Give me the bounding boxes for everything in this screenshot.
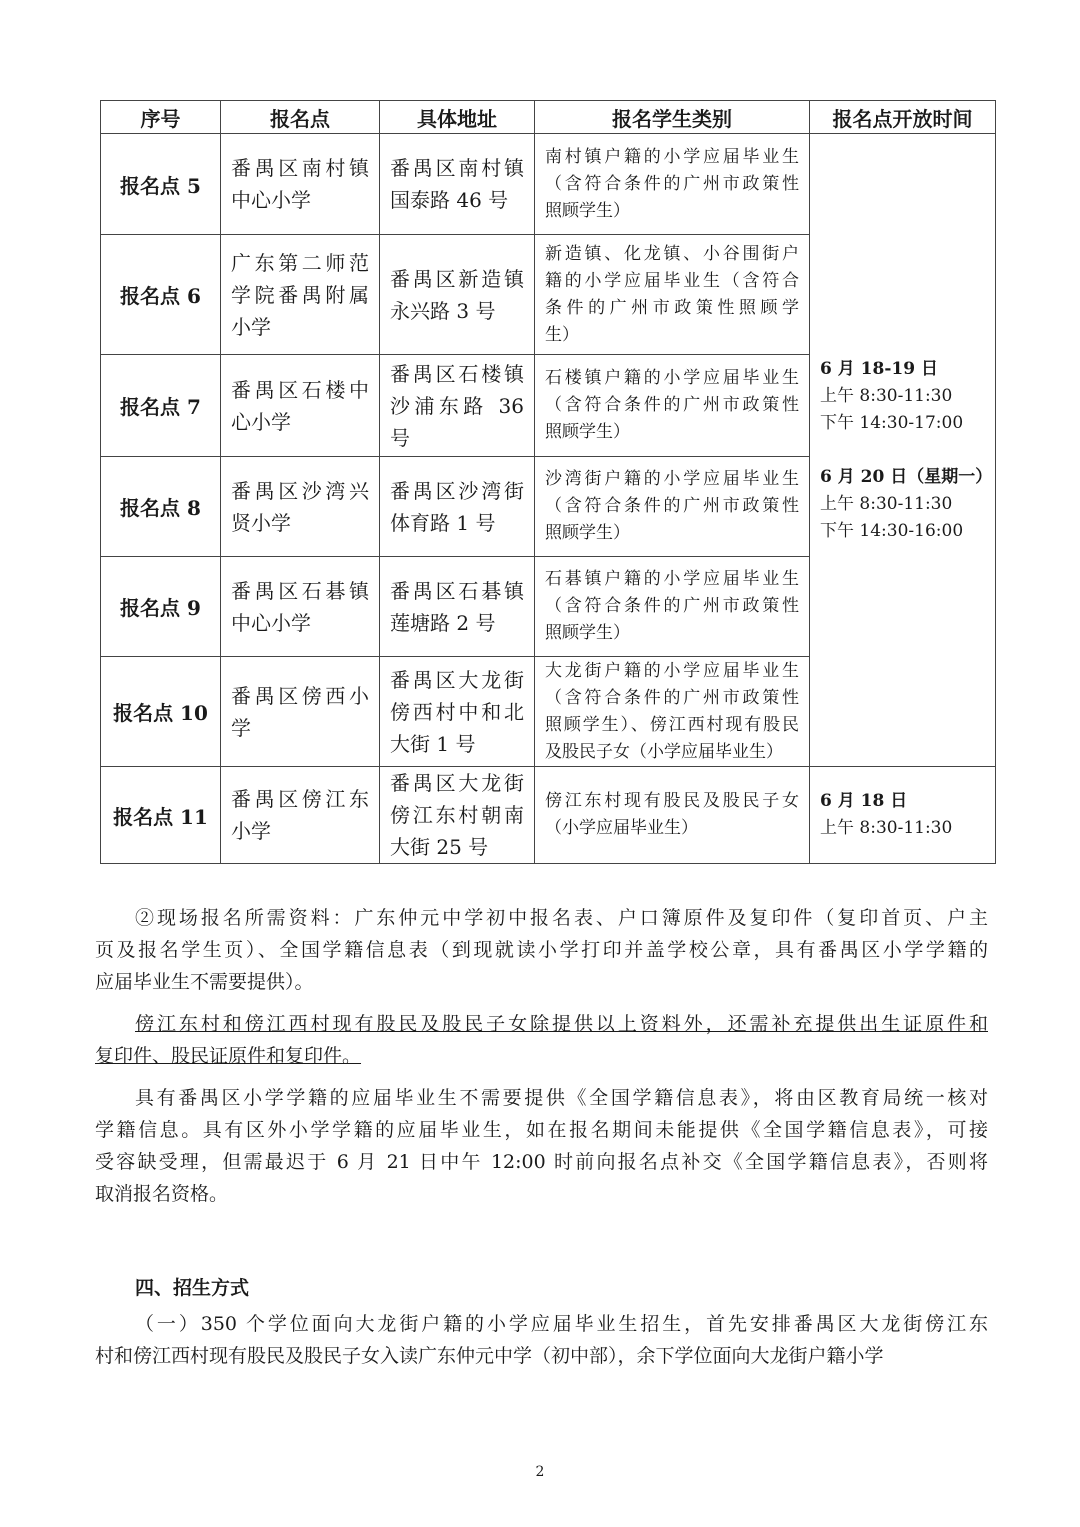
- morning-hours: 上午 8:30-11:30: [820, 493, 953, 514]
- category-line: 南村镇户籍的小学应届毕业生: [545, 146, 799, 167]
- page-number: 2: [535, 1464, 545, 1480]
- address-line: 沙浦东路 36: [390, 393, 524, 418]
- site-number: 报名点 10: [101, 657, 221, 767]
- student-category: [535, 657, 810, 767]
- site-number: 报名点 9: [101, 557, 221, 657]
- paragraph-line: 具有番禺区小学学籍的应届毕业生不需要提供《全国学籍信息表》，将由区教育局统一核对: [135, 1087, 988, 1109]
- paragraph-materials: [95, 902, 988, 998]
- site-name: [221, 355, 380, 457]
- site-address: [380, 457, 535, 557]
- student-category: [535, 457, 810, 557]
- afternoon-hours: 下午 14:30-16:00: [820, 520, 964, 541]
- address-line: 体育路 1 号: [390, 510, 496, 535]
- category-line: 石碁镇户籍的小学应届毕业生: [545, 569, 799, 589]
- category-line: （小学应届毕业生）: [545, 818, 698, 838]
- date-range: 6 月 18-19 日: [820, 358, 938, 379]
- site-number: 报名点 8: [101, 457, 221, 557]
- address-line: 大街 25 号: [390, 835, 489, 859]
- address-line: 番禺区石碁镇: [390, 578, 524, 603]
- header-category: 报名学生类别: [535, 101, 810, 134]
- address-line: 永兴路 3 号: [390, 298, 496, 323]
- site-name: [221, 457, 380, 557]
- site-number: 报名点 6: [101, 235, 221, 355]
- header-no: 序号: [101, 101, 221, 134]
- site-name: [221, 767, 380, 864]
- category-line: 傍江东村现有股民及股民子女: [545, 791, 799, 811]
- site-name-line: 心小学: [231, 409, 291, 434]
- category-line: 石楼镇户籍的小学应届毕业生: [545, 368, 799, 388]
- address-line: 番禺区南村镇: [390, 156, 524, 180]
- header-address: 具体地址: [380, 101, 535, 134]
- afternoon-hours: 下午 14:30-17:00: [820, 412, 964, 433]
- site-name-line: 番禺区南村镇: [231, 156, 369, 180]
- paragraph-line: 应届毕业生不需要提供）。: [95, 971, 314, 993]
- site-name-line: 番禺区石碁镇: [231, 578, 369, 603]
- category-line: 照顾学生）: [545, 523, 630, 543]
- paragraph-enrollment: [95, 1308, 988, 1372]
- category-line: 照顾学生）: [545, 623, 630, 643]
- table-header-row: [101, 101, 996, 134]
- table-row: [101, 134, 996, 235]
- category-line: 及股民子女（小学应届毕业生）: [545, 741, 783, 762]
- student-category: [535, 235, 810, 355]
- opening-hours-cell: [810, 767, 996, 864]
- site-name-line: 学院番禺附属: [231, 282, 369, 307]
- site-address: [380, 235, 535, 355]
- paragraph-line: 学籍信息。具有区外小学学籍的应届毕业生，如在报名期间未能提供《全国学籍信息表》，可接: [95, 1119, 988, 1141]
- address-line: 大街 1 号: [390, 731, 476, 756]
- site-name-line: 番禺区傍西小: [231, 683, 369, 708]
- site-number: 报名点 7: [101, 355, 221, 457]
- category-line: 新造镇、化龙镇、小谷围街户: [545, 243, 799, 264]
- site-name: [221, 235, 380, 355]
- category-line: 生）: [545, 324, 579, 345]
- site-address: [380, 557, 535, 657]
- site-name-line: 番禺区沙湾兴: [231, 478, 369, 503]
- site-name-line: 中心小学: [231, 610, 311, 635]
- site-address: [380, 657, 535, 767]
- address-line: 傍西村中和北: [390, 699, 524, 724]
- paragraph-line: （一）350 个学位面向大龙街户籍的小学应届毕业生招生，首先安排番禺区大龙街傍江东: [135, 1313, 988, 1335]
- paragraph-line: ②现场报名所需资料：广东仲元中学初中报名表、户口簿原件及复印件（复印首页、户主: [135, 907, 988, 929]
- site-name-line: 番禺区傍江东: [231, 787, 369, 811]
- category-line: 沙湾街户籍的小学应届毕业生: [545, 469, 799, 489]
- category-line: （含符合条件的广州市政策性: [545, 395, 799, 415]
- paragraph-line: 页及报名学生页）、全国学籍信息表（到现就读小学打印并盖学校公章，具有番禺区小学学籍的: [95, 939, 988, 961]
- category-line: 条件的广州市政策性照顾学: [545, 297, 799, 318]
- category-line: 籍的小学应届毕业生（含符合: [545, 270, 799, 291]
- morning-hours: 上午 8:30-11:30: [820, 385, 953, 406]
- site-name: [221, 557, 380, 657]
- site-name-line: 贤小学: [231, 510, 291, 535]
- section-heading: 四、招生方式: [135, 1277, 250, 1299]
- morning-hours: 上午 8:30-11:30: [820, 818, 953, 838]
- site-number: 报名点 5: [101, 134, 221, 235]
- paragraph-line: 傍江东村和傍江西村现有股民及股民子女除提供以上资料外，还需补充提供出生证原件和: [135, 1013, 988, 1035]
- address-line: 番禺区大龙街: [390, 667, 524, 692]
- student-category: [535, 355, 810, 457]
- address-line: 番禺区新造镇: [390, 266, 524, 291]
- site-name: [221, 134, 380, 235]
- student-category: [535, 134, 810, 235]
- category-line: 大龙街户籍的小学应届毕业生: [545, 660, 799, 681]
- site-name-line: 学: [231, 715, 251, 740]
- date-single: 6 月 18 日: [820, 791, 908, 811]
- paragraph-line: 复印件、股民证原件和复印件。: [95, 1045, 362, 1067]
- category-line: 照顾学生）、傍江西村现有股民: [545, 714, 799, 735]
- paragraph-shareholder-materials: [95, 1008, 988, 1072]
- site-number: 报名点 11: [101, 767, 221, 864]
- paragraph-line: 取消报名资格。: [95, 1183, 229, 1205]
- table-row: [101, 767, 996, 864]
- category-line: 照顾学生）: [545, 422, 630, 442]
- site-name-line: 中心小学: [231, 188, 311, 212]
- category-line: （含符合条件的广州市政策性: [545, 496, 799, 516]
- student-category: [535, 557, 810, 657]
- category-line: （含符合条件的广州市政策性: [545, 687, 799, 708]
- date-single: 6 月 20 日（星期一）: [820, 466, 993, 487]
- address-line: 号: [390, 425, 410, 450]
- site-name-line: 番禺区石楼中: [231, 377, 369, 402]
- site-name-line: 广东第二师范: [231, 250, 369, 275]
- address-line: 傍江东村朝南: [390, 803, 524, 827]
- opening-hours-cell: [810, 134, 996, 767]
- address-line: 国泰路 46 号: [390, 188, 509, 212]
- category-line: （含符合条件的广州市政策性: [545, 173, 799, 194]
- site-address: [380, 355, 535, 457]
- paragraph-line: 村和傍江西村现有股民及股民子女入读广东仲元中学（初中部），余下学位面向大龙街户籍小学: [95, 1345, 884, 1367]
- address-line: 番禺区石楼镇: [390, 361, 524, 386]
- category-line: （含符合条件的广州市政策性: [545, 596, 799, 616]
- site-name-line: 小学: [231, 314, 271, 339]
- site-name: [221, 657, 380, 767]
- paragraph-student-info: [95, 1082, 988, 1210]
- site-address: [380, 134, 535, 235]
- paragraph-line: 受容缺受理，但需最迟于 6 月 21 日中午 12:00 时前向报名点补交《全国学籍信息表》，否则将: [95, 1151, 988, 1173]
- site-name-line: 小学: [231, 819, 271, 843]
- address-line: 番禺区沙湾街: [390, 478, 524, 503]
- address-line: 番禺区大龙街: [390, 771, 524, 795]
- address-line: 莲塘路 2 号: [390, 610, 496, 635]
- header-hours: 报名点开放时间: [810, 101, 996, 134]
- header-site: 报名点: [221, 101, 380, 134]
- site-address: [380, 767, 535, 864]
- student-category: [535, 767, 810, 864]
- category-line: 照顾学生）: [545, 200, 630, 221]
- registration-sites-table: [100, 100, 996, 864]
